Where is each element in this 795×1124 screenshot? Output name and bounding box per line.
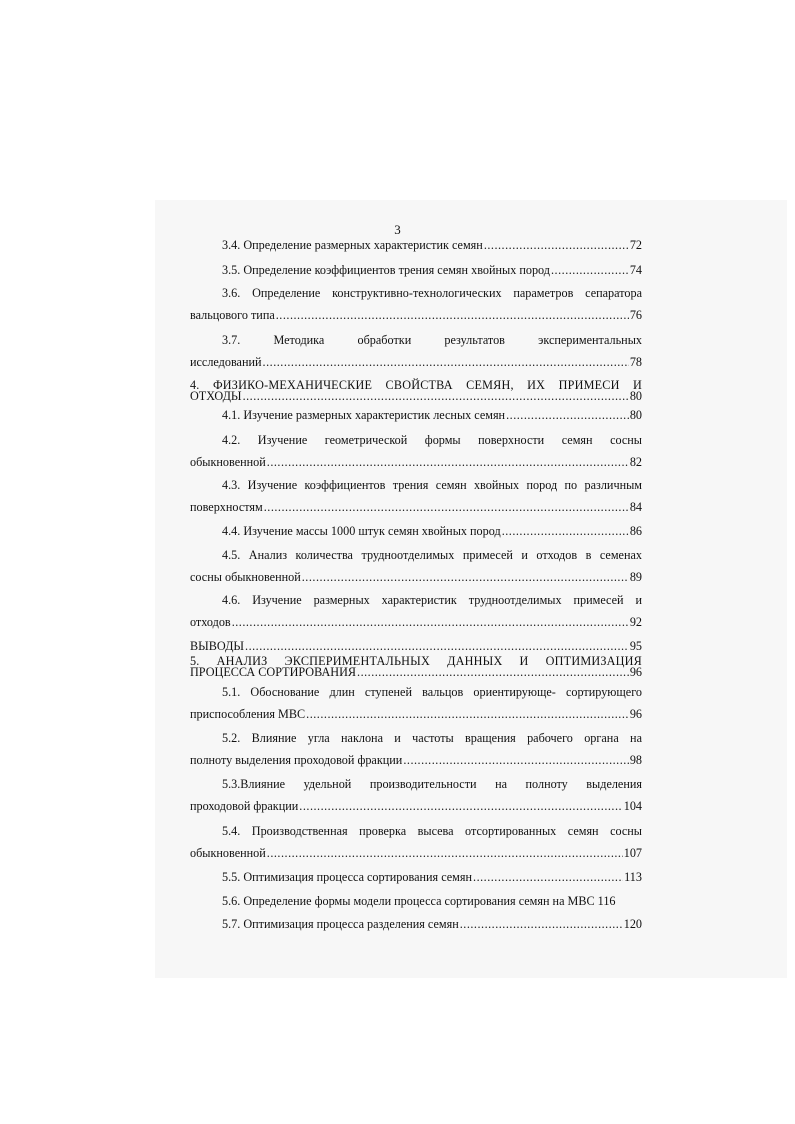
toc-entry-page: 96 [629,707,642,721]
toc-entry-5-4 [190,824,642,860]
toc-entry-3-5 [190,263,642,277]
toc-entry-page: 80 [629,389,642,403]
toc-entry-title: 4.5. Анализ количества трудноотделимых примесей и отходов в семенах [222,548,642,562]
toc-entry-4-2 [190,433,642,469]
toc-entry-page: 107 [623,846,642,860]
toc-entry-title-cont: ОТХОДЫ [190,389,242,403]
toc-entry-page: 78 [629,355,642,369]
toc-entry-title-cont: сосны обыкновенной [190,570,301,584]
toc-entry-page: 84 [629,500,642,514]
toc-entry-4-1 [190,408,642,422]
toc-entry-vyvody [190,639,642,653]
toc-entry-title-cont: полноту выделения проходовой фракции [190,753,403,767]
toc-entry-4-6 [190,593,642,629]
toc-entry-5-3 [190,777,642,813]
toc-entry-page: 92 [629,615,642,629]
toc-entry-5-2 [190,731,642,767]
toc-entry-title: 4.1. Изучение размерных характеристик лесных семян [222,408,506,422]
toc-entry-title: 5.3.Влияние удельной производительности на полноту выделения [222,777,642,791]
toc-entry-title: 5.7. Оптимизация процесса разделения семян [222,917,459,931]
toc-entry-page: 98 [629,753,642,767]
toc-entry-title: 5.1. Обоснование длин ступеней вальцов ориентирующе- сортирующего [222,685,642,699]
toc-entry-5-5 [190,870,642,884]
toc-entry-title: 4. ФИЗИКО-МЕХАНИЧЕСКИЕ СВОЙСТВА СЕМЯН, ИХ ПРИМЕСИ И [190,378,642,392]
toc-entry-title: 3.7. Методика обработки результатов экспериментальных [222,333,642,347]
toc-entry-page: 72 [629,238,642,252]
toc-entry-title: 5.2. Влияние угла наклона и частоты вращения рабочего органа на [222,731,642,745]
toc-entry-4-3 [190,478,642,514]
toc-entry-title-cont: ПРОЦЕССА СОРТИРОВАНИЯ [190,665,357,679]
toc-entry-title: 3.5. Определение коэффициентов трения семян хвойных пород [222,263,550,277]
toc-entry-title: 5. АНАЛИЗ ЭКСПЕРИМЕНТАЛЬНЫХ ДАННЫХ И ОПТИМИЗАЦИЯ [190,654,642,668]
toc-entry-4-5 [190,548,642,584]
toc-entry-title: ВЫВОДЫ [190,639,245,653]
toc-entry-title-cont: поверхностям [190,500,263,514]
toc-entry-5 [190,654,642,679]
toc-entry-3-6 [190,286,642,322]
toc-entry-title-cont: вальцового типа [190,308,275,322]
toc-entry-page: 120 [623,917,642,931]
toc-entry-title: 4.6. Изучение размерных характеристик трудноотделимых примесей и [222,593,642,607]
toc-entry-5-1 [190,685,642,721]
page-number: 3 [394,222,401,237]
toc-entry-page: 82 [629,455,642,469]
toc-entry-title: 4.3. Изучение коэффициентов трения семян хвойных пород по различным [222,478,642,492]
toc-entry-5-7 [190,917,642,931]
toc-entry-5-6 [190,894,642,908]
toc-entry-title: 4.4. Изучение массы 1000 штук семян хвойных пород [222,524,501,538]
toc-entry-3-7 [190,333,642,369]
toc-entry-page: 89 [629,570,642,584]
toc-entry-page: 104 [623,799,642,813]
toc-entry-title: 3.6. Определение конструктивно-технологических параметров сепаратора [222,286,642,300]
toc-entry-title: 5.5. Оптимизация процесса сортирования семян [222,870,473,884]
toc-entry-page: 95 [629,639,642,653]
toc-entry-title-cont: приспособления МВС [190,707,306,721]
toc-entry-title: 5.4. Производственная проверка высева отсортированных семян сосны [222,824,642,838]
toc-entry-page: 113 [624,870,642,884]
toc-entry-title: 3.4. Определение размерных характеристик семян [222,238,483,252]
toc-entry-page: 86 [629,524,642,538]
toc-entry-4-4 [190,524,642,538]
toc-entry-title: 5.6. Определение формы модели процесса сортирования семян на МВС 116 [222,894,616,908]
toc-entry-title-cont: отходов [190,615,231,629]
toc-entry-page: 96 [629,665,642,679]
toc-entry-page: 76 [629,308,642,322]
toc-entry-title-cont: проходовой фракции [190,799,299,813]
toc-entry-3-4 [190,238,642,252]
toc-entry-title-cont: обыкновенной [190,455,266,469]
toc-entry-4 [190,378,642,403]
toc-entry-title: 4.2. Изучение геометрической формы поверхности семян сосны [222,433,642,447]
toc-entry-title-cont: обыкновенной [190,846,266,860]
toc-entry-page: 74 [629,263,642,277]
toc-entry-page: 80 [629,408,642,422]
toc-entry-title-cont: исследований [190,355,262,369]
